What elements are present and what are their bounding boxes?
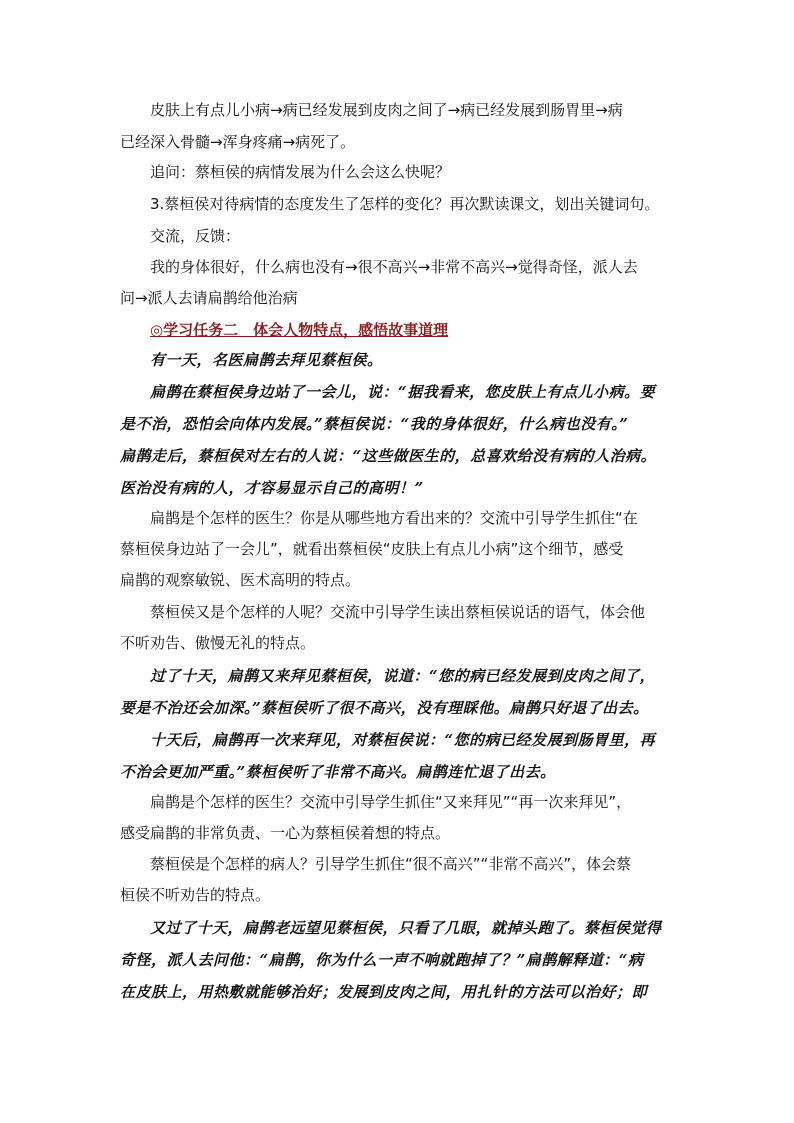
- text-line: 不听劝告、傲慢无礼的特点。: [120, 634, 316, 652]
- text-line: 又过了十天，扁鹊老远望见蔡桓侯，只看了几眼，就掉头跑了。蔡桓侯觉得: [150, 919, 662, 937]
- text-line: 蔡桓侯身边站了一会儿”，就看出蔡桓侯“皮肤上有点儿小病”这个细节，感受: [120, 540, 624, 558]
- text-line: 感受扁鹊的非常负责、一心为蔡桓侯着想的特点。: [120, 824, 451, 842]
- text-line: 交流，反馈：: [150, 227, 241, 245]
- text-line: 是不治，恐怕会向体内发展。”蔡桓侯说：“我的身体很好，什么病也没有。”: [120, 415, 629, 433]
- paragraph-disease-progression: [120, 100, 680, 152]
- section-heading: ◎学习任务二 体会人物特点，感悟故事道理: [150, 321, 449, 339]
- text-line: 扁鹊是个怎样的医生？交流中引导学生抓住“又来拜见”“再一次来拜见”，: [150, 793, 632, 811]
- paragraph-bianque-analysis: [120, 508, 680, 590]
- quote-paragraph-3: [120, 666, 680, 718]
- text-line: 扁鹊是个怎样的医生？你是从哪些地方看出来的？交流中引导学生抓住“在: [150, 509, 638, 527]
- text-line: 皮肤上有点儿小病→病已经发展到皮肉之间了→病已经发展到肠胃里→病: [150, 101, 623, 119]
- paragraph-bianque-responsibility: [120, 792, 680, 843]
- text-line: 我的身体很好，什么病也没有→很不高兴→非常不高兴→觉得奇怪，派人去: [150, 258, 638, 276]
- text-line: 过了十天，扁鹊又来拜见蔡桓侯，说道：“您的病已经发展到皮肉之间了，: [150, 667, 656, 685]
- text-line: 3.蔡桓侯对待病情的态度发生了怎样的变化？再次默读课文，划出关键词句。: [150, 195, 660, 213]
- text-line: 医治没有病的人，才容易显示自己的高明！”: [120, 479, 424, 497]
- text-line: 十天后，扁鹊再一次来拜见，对蔡桓侯说：“您的病已经发展到肠胃里，再: [150, 731, 656, 749]
- quote-paragraph-2: [120, 382, 680, 498]
- paragraph-feedback-label: [120, 226, 680, 246]
- text-line: 有一天，名医扁鹊去拜见蔡桓侯。: [150, 351, 383, 369]
- text-line: 追问：蔡桓侯的病情发展为什么会这么快呢？: [150, 163, 451, 181]
- text-line: 桓侯不听劝告的特点。: [120, 886, 271, 904]
- text-line: 蔡桓侯是个怎样的病人？引导学生抓住“很不高兴”“非常不高兴”，体会蔡: [150, 855, 632, 873]
- text-line: 问→派人去请扁鹊给他治病: [120, 289, 298, 307]
- text-line: 扁鹊走后，蔡桓侯对左右的人说：“这些做医生的，总喜欢给没有病的人治病。: [120, 447, 657, 465]
- text-line: 蔡桓侯又是个怎样的人呢？交流中引导学生读出蔡桓侯说话的语气，体会他: [150, 603, 646, 621]
- section-heading-task-two: [120, 320, 680, 340]
- paragraph-follow-up-question: [120, 162, 680, 182]
- quote-paragraph-5: [120, 918, 680, 1002]
- paragraph-attitude-change: [120, 257, 680, 308]
- text-line: 已经深入骨髓→浑身疼痛→病死了。: [120, 133, 356, 151]
- text-line: 在皮肤上，用热敷就能够治好；发展到皮肉之间，用扎针的方法可以治好；即: [120, 983, 648, 1001]
- text-line: 不治会更加严重。”蔡桓侯听了非常不高兴。扁鹊连忙退了出去。: [120, 763, 556, 781]
- paragraph-caihuan-analysis: [120, 602, 680, 653]
- quote-paragraph-4: [120, 730, 680, 782]
- text-line: 扁鹊在蔡桓侯身边站了一会儿，说：“据我看来，您皮肤上有点儿小病。要: [150, 383, 656, 401]
- text-line: 扁鹊的观察敏锐、医术高明的特点。: [120, 571, 361, 589]
- paragraph-attitude-question: [120, 194, 680, 214]
- text-line: 要是不治还会加深。”蔡桓侯听了很不高兴，没有理睬他。扁鹊只好退了出去。: [120, 699, 649, 717]
- quote-paragraph-1: [120, 350, 680, 370]
- paragraph-patient-analysis: [120, 854, 680, 905]
- text-line: 奇怪，派人去问他：“扁鹊，你为什么一声不响就跑掉了？”扁鹊解释道：“病: [120, 951, 644, 969]
